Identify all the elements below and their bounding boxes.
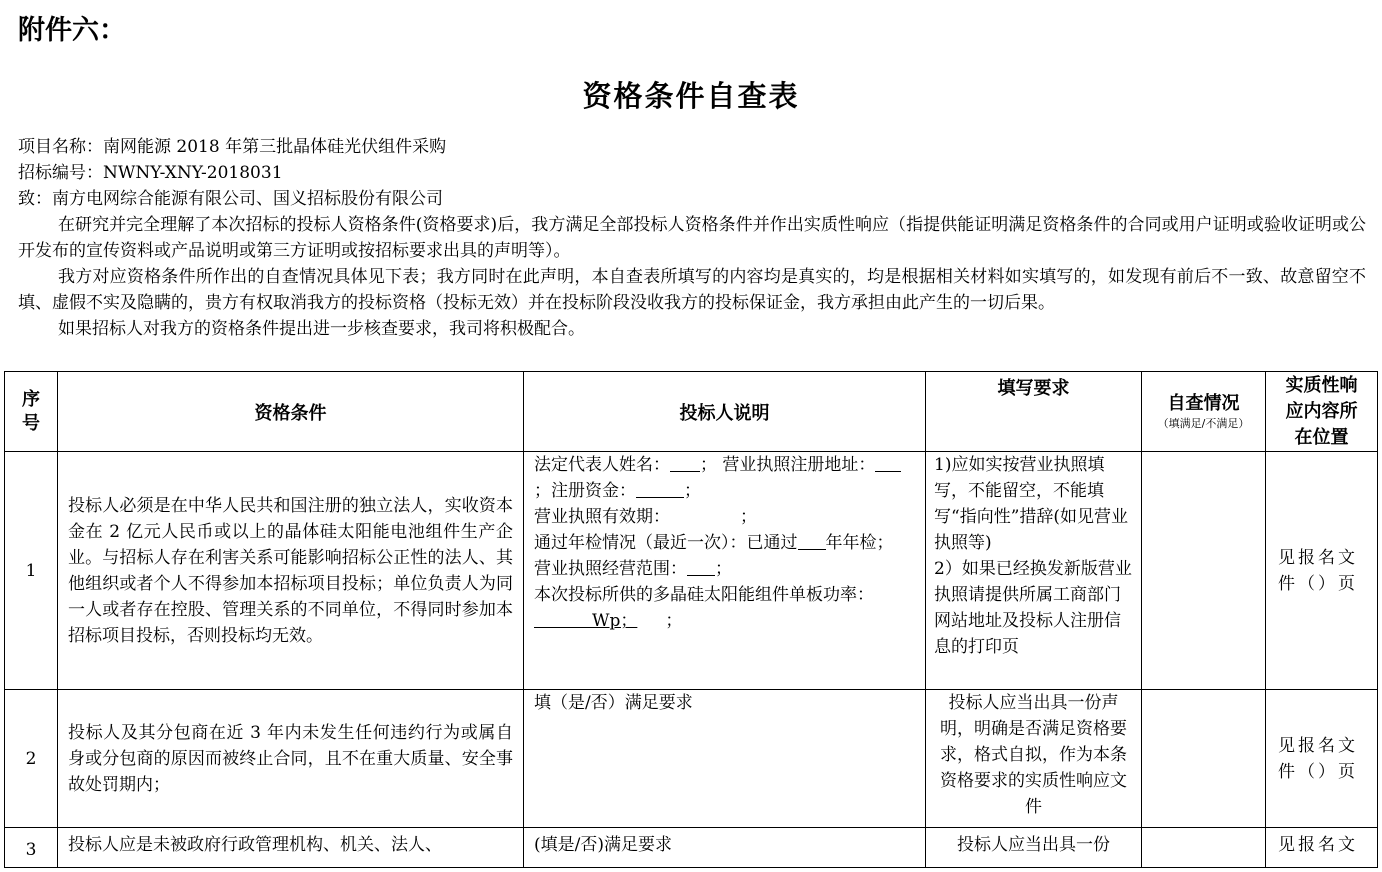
header-bidder-desc: 投标人说明: [524, 372, 926, 452]
header-fill-requirement: 填写要求: [926, 372, 1142, 452]
row-position[interactable]: 见报名文件（）页: [1266, 452, 1378, 690]
recipient: 致：南方电网综合能源有限公司、国义招标股份有限公司: [18, 189, 443, 209]
fill-blank[interactable]: [687, 557, 715, 576]
attachment-label: 附件六：: [18, 15, 126, 46]
row-condition: 投标人应是未被政府行政管理机构、机关、法人、: [58, 828, 524, 868]
row-seq: 1: [5, 452, 58, 690]
row-seq: 2: [5, 690, 58, 828]
header-self-check: 自查情况 （填满足/不满足）: [1142, 372, 1266, 452]
row-seq: 3: [5, 828, 58, 868]
document-preamble: [18, 134, 1366, 342]
document-title: 资格条件自查表: [582, 79, 800, 113]
row-self-check[interactable]: [1142, 690, 1266, 828]
row-position[interactable]: 见报名文: [1266, 828, 1378, 868]
statement-paragraph: 我方对应资格条件所作出的自查情况具体见下表；我方同时在此声明，本自查表所填写的内容均是真实的，均是根据相关材料如实填写的，如发现有前后不一致、故意留空不填、虚假不实及隐瞒的，贵方有权取消我方的投标资格（投标无效）并在投标阶段没收我方的投标保证金，我方承担由此产生的一切后果。: [18, 267, 1366, 313]
fill-blank[interactable]: [636, 479, 684, 498]
table-row: [5, 828, 1378, 868]
row-bidder-desc: 填（是/否）满足要求: [524, 690, 926, 828]
tender-number: 招标编号：NWNY-XNY-2018031: [18, 163, 283, 183]
project-name: 项目名称：南网能源 2018 年第三批晶体硅光伏组件采购: [18, 137, 447, 157]
qualification-table: [4, 371, 1378, 868]
fill-blank[interactable]: [534, 609, 592, 628]
row-position[interactable]: 见报名文件（）页: [1266, 690, 1378, 828]
fill-blank[interactable]: [875, 453, 901, 472]
fill-blank[interactable]: [670, 453, 700, 472]
fill-blank[interactable]: [798, 531, 826, 550]
header-position: 实质性响 应内容所 在位置: [1266, 372, 1378, 452]
row-self-check[interactable]: [1142, 452, 1266, 690]
header-condition: 资格条件: [58, 372, 524, 452]
table-row: [5, 452, 1378, 690]
table-header-row: [5, 372, 1378, 452]
row-condition: 投标人必须是在中华人民共和国注册的独立法人，实收资本金在 2 亿元人民币或以上的晶体硅太阳能电池组件生产企业。与招标人存在利害关系可能影响招标公正性的法人、其他组织或者个人不得参加本招标项目投标；单位负责人为同一人或者存在控股、管理关系的不同单位，不得同时参加本招标项目投标，否则投标均无效。: [58, 452, 524, 690]
row-condition: 投标人及其分包商在近 3 年内未发生任何违约行为或属自身或分包商的原因而被终止合同，且不在重大质量、安全事故处罚期内；: [58, 690, 524, 828]
row-requirement: 投标人应当出具一份: [926, 828, 1142, 868]
row-self-check[interactable]: [1142, 828, 1266, 868]
row-bidder-desc: (填是/否)满足要求: [524, 828, 926, 868]
self-check-note: （填满足/不满足）: [1157, 416, 1250, 430]
row-requirement: 1)应如实按营业执照填写，不能留空，不能填写“指向性”措辞(如见营业执照等) 2）如果已经换发新版营业执照请提供所属工商部门网站地址及投标人注册信息的打印页: [926, 452, 1142, 690]
row-requirement: 投标人应当出具一份声明，明确是否满足资格要求，格式自拟，作为本条资格要求的实质性响应文件: [926, 690, 1142, 828]
statement-paragraph: 如果招标人对我方的资格条件提出进一步核查要求，我司将积极配合。: [58, 319, 585, 339]
header-seq: 序 号: [5, 372, 58, 452]
row-bidder-desc: 法定代表人姓名： ； 营业执照注册地址：；注册资金： ； 营业执照有效期： ； 通过年检情况（最近一次）：已通过 年年检； 营业执照经营范围： ； 本次投标所供的多晶硅太阳能组件单板功率：Wp； ；: [524, 452, 926, 690]
table-row: [5, 690, 1378, 828]
statement-paragraph: 在研究并完全理解了本次招标的投标人资格条件(资格要求)后，我方满足全部投标人资格条件并作出实质性响应（指提供能证明满足资格条件的合同或用户证明或验收证明或公开发布的宣传资料或产品说明或第三方证明或按招标要求出具的声明等）。: [18, 215, 1366, 261]
